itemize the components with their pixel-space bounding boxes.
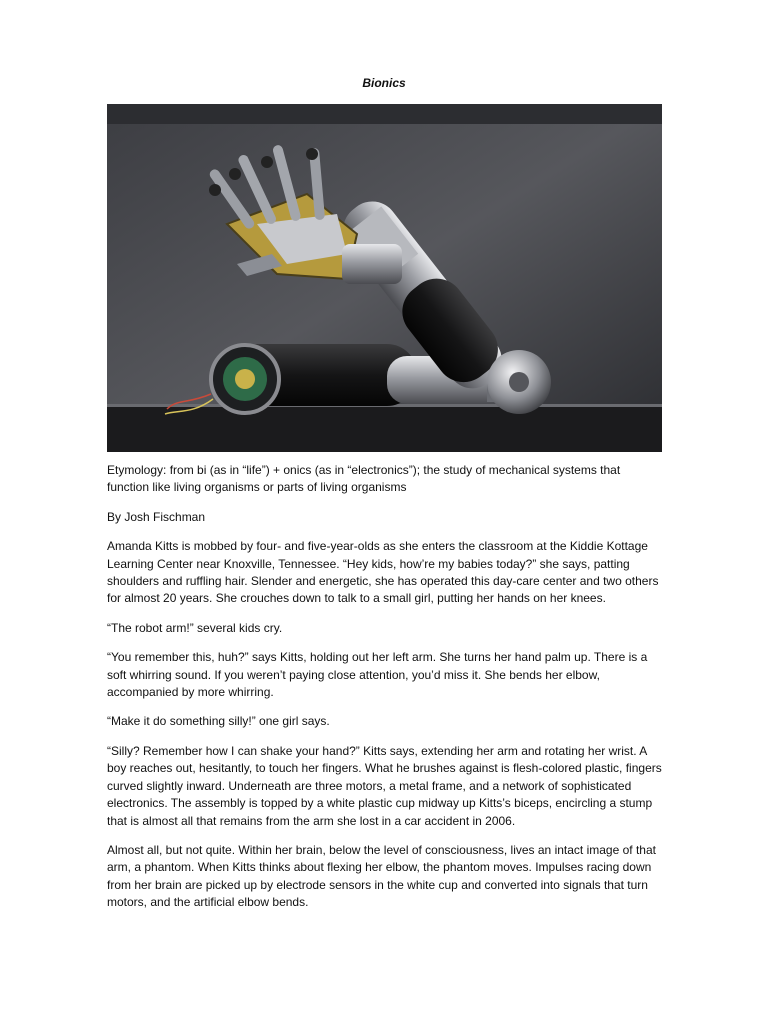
document-title: Bionics [362,76,406,90]
paragraph-2: “The robot arm!” several kids cry. [107,620,283,635]
bionic-arm-photo-icon [107,104,662,452]
paragraph-6: Almost all, but not quite. Within her brain, below the level of consciousness, lives an intact image of that arm, a phantom. When Kitts thinks about flexing her elbow, the phantom moves. Impulses racing down from her brain are picked up by electrode sensors in the white cup and converted into signals that turn motors, and the artificial elbow bends. [107,842,656,910]
article-body [107,462,663,924]
paragraph-byline: By Josh Fischman [107,509,206,524]
paragraph-5: “Silly? Remember how I can shake your hand?” Kitts says, extending her arm and rotating her wrist. A boy reaches out, hesitantly, to touch her fingers. What he brushes against is flesh-colored plastic, fingers curved slightly inward. Underneath are three motors, a metal frame, and a network of sophisticated electronics. The assembly is topped by a white plastic cup midway up Kitts’s biceps, encircling a stump that is almost all that remains from the arm she lost in a car accident in 2006. [107,743,662,828]
paragraph-3: “You remember this, huh?” says Kitts, holding out her left arm. She turns her hand palm up. There is a soft whirring sound. If you weren’t paying close attention, you’d miss it. She bends her elbow, accompanied by more whirring. [107,650,648,700]
paragraph-1: Amanda Kitts is mobbed by four- and five-year-olds as she enters the classroom at the Kiddie Kottage Learning Center near Knoxville, Tennessee. “Hey kids, how’re my babies today?” she says, patting shoulders and ruffling hair. Slender and energetic, she has operated this day-care center and two others for almost 20 years. She crouches down to talk to a small girl, putting her hands on her knees. [107,539,659,606]
paragraph-etymology: Etymology: from bi (as in “life”) + onics (as in “electronics”); the study of mechanical systems that function like living organisms or parts of living organisms [107,463,621,495]
paragraph-4: “Make it do something silly!” one girl says. [107,714,330,729]
